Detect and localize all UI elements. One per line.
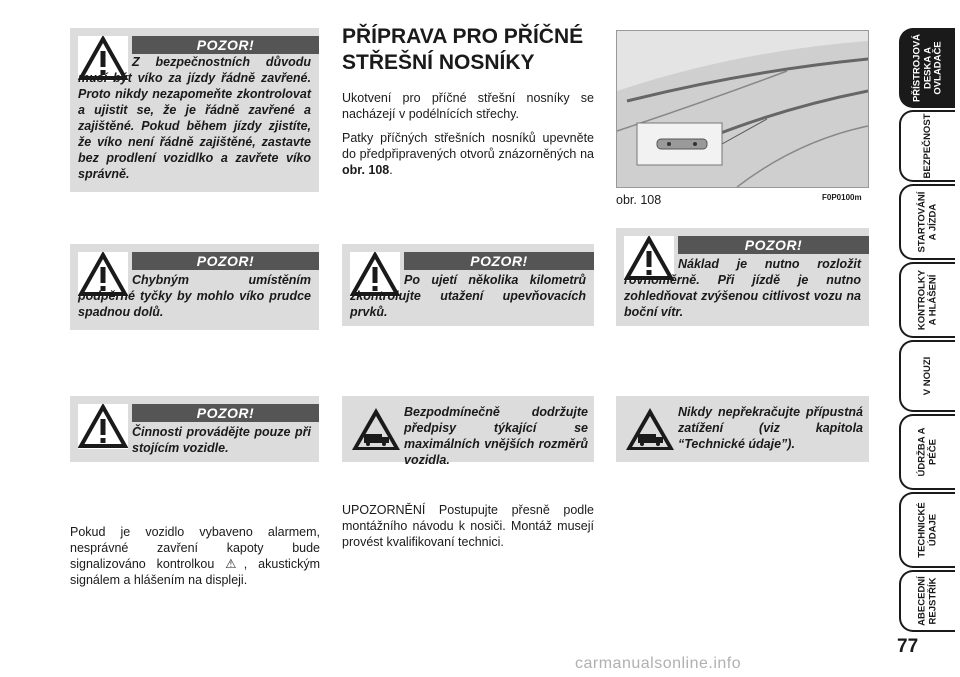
watermark: carmanualsonline.info: [575, 655, 742, 672]
tab-label: PŘÍSTROJOVÁ DESKA A OVLADAČE: [911, 33, 944, 103]
tab-kontrolky[interactable]: [899, 262, 955, 338]
page-number: 77: [897, 636, 919, 657]
note-box-1: [342, 396, 594, 467]
warning-box-1: [70, 28, 319, 192]
alarm-paragraph: Pokud je vozidlo vybaveno alarmem, nesprávné zavření kapoty bude signalizováno kontrolkou ⚠, akustickým signálem a hlášením na displeji.: [70, 525, 320, 587]
tab-label: STARTOVÁNÍ A JÍZDA: [916, 191, 938, 253]
warning-text-2: Chybným umístěním podpěrné tyčky by mohlo víko prudce spadnou dolů.: [78, 273, 311, 319]
paragraph-1: Ukotvení pro příčné střešní nosníky se nacházejí v podélnících střechy.: [342, 91, 594, 121]
warning-box-5: [616, 228, 869, 326]
upozorneni-paragraph: UPOZORNĚNÍ Postupujte přesně podle montážního návodu k nosiči. Montáž musejí provést kvalifikovaní technici.: [342, 503, 594, 549]
warning-text-5: Náklad je nutno rozložit rovnoměrně. Při jízdě je nutno zohledňovat zvýšenou citlivost vozu na boční vítr.: [624, 257, 861, 319]
tab-abecedni-rejstrik[interactable]: [899, 570, 955, 632]
tab-label: BEZPEČNOST: [921, 113, 933, 179]
paragraph-2-text: Patky příčných střešních nosníků upevněte do předpřipravených otvorů znázorněných na: [342, 131, 594, 161]
chapter-tabs: [895, 28, 960, 633]
warning-header: POZOR!: [132, 252, 319, 270]
vehicle-dimensions-icon: [350, 406, 402, 452]
paragraph-2-end: .: [389, 163, 393, 177]
tab-label: TECHNICKÉ ÚDAJE: [916, 502, 938, 558]
warning-header: POZOR!: [678, 236, 869, 254]
tab-bezpecnost[interactable]: [899, 110, 955, 182]
tab-label: ABECEDNÍ REJSTŘÍK: [916, 576, 938, 626]
warning-box-3: [70, 396, 319, 462]
warning-text-4: Po ujetí několika kilometrů zkontrolujte utažení upevňovacích prvků.: [350, 273, 586, 319]
roof-illustration: [617, 31, 868, 187]
note-box-2: [616, 396, 869, 462]
note-text-2: Nikdy nepřekračujte přípustná zatížení (viz kapitola “Technické údaje”).: [678, 405, 863, 451]
tab-pristrojova-deska[interactable]: [899, 28, 955, 108]
figure-caption: obr. 108: [616, 193, 662, 207]
warning-box-2: [70, 244, 319, 330]
warning-text-3: Činnosti provádějte pouze při stojícím vozidle.: [132, 425, 311, 455]
note-text-1: Bezpodmínečně dodržujte předpisy týkající se maximálních vnějších rozměrů vozidla.: [404, 405, 588, 467]
tab-udrzba[interactable]: [899, 414, 955, 490]
warning-box-4: [342, 244, 594, 326]
page-title: PŘÍPRAVA PRO PŘÍČNÉ STŘEŠNÍ NOSNÍKY: [342, 25, 584, 74]
tab-label: ÚDRŽBA A PÉČE: [916, 427, 938, 477]
warning-triangle-icon: [78, 404, 128, 449]
figure-reference: obr. 108: [342, 163, 390, 177]
tab-label: V NOUZI: [921, 356, 933, 396]
paragraph-2: [342, 130, 594, 178]
tab-v-nouzi[interactable]: [899, 340, 955, 412]
tab-label: KONTROLKY A HLÁŠENÍ: [916, 269, 938, 331]
warning-header: POZOR!: [132, 404, 319, 422]
roof-rack-figure: [616, 30, 869, 188]
warning-header: POZOR!: [132, 36, 319, 54]
vehicle-load-icon: [624, 406, 676, 452]
tab-startovani[interactable]: [899, 184, 955, 260]
warning-header: POZOR!: [404, 252, 594, 270]
warning-text-1: Z bezpečnostních důvodu musí být víko za jízdy řádně zavřené. Proto nikdy nezapomeňte zkontrolovat a ujistit se, že je řádně zavřené a zajištěné. Pokud během jízdy zjistíte, že víko není řádně zajištěné, zastavte bez prodlení vozidlko a zavřete víko správně.: [78, 55, 311, 181]
tab-technicke-udaje[interactable]: [899, 492, 955, 568]
figure-code: F0P0100m: [822, 193, 862, 202]
